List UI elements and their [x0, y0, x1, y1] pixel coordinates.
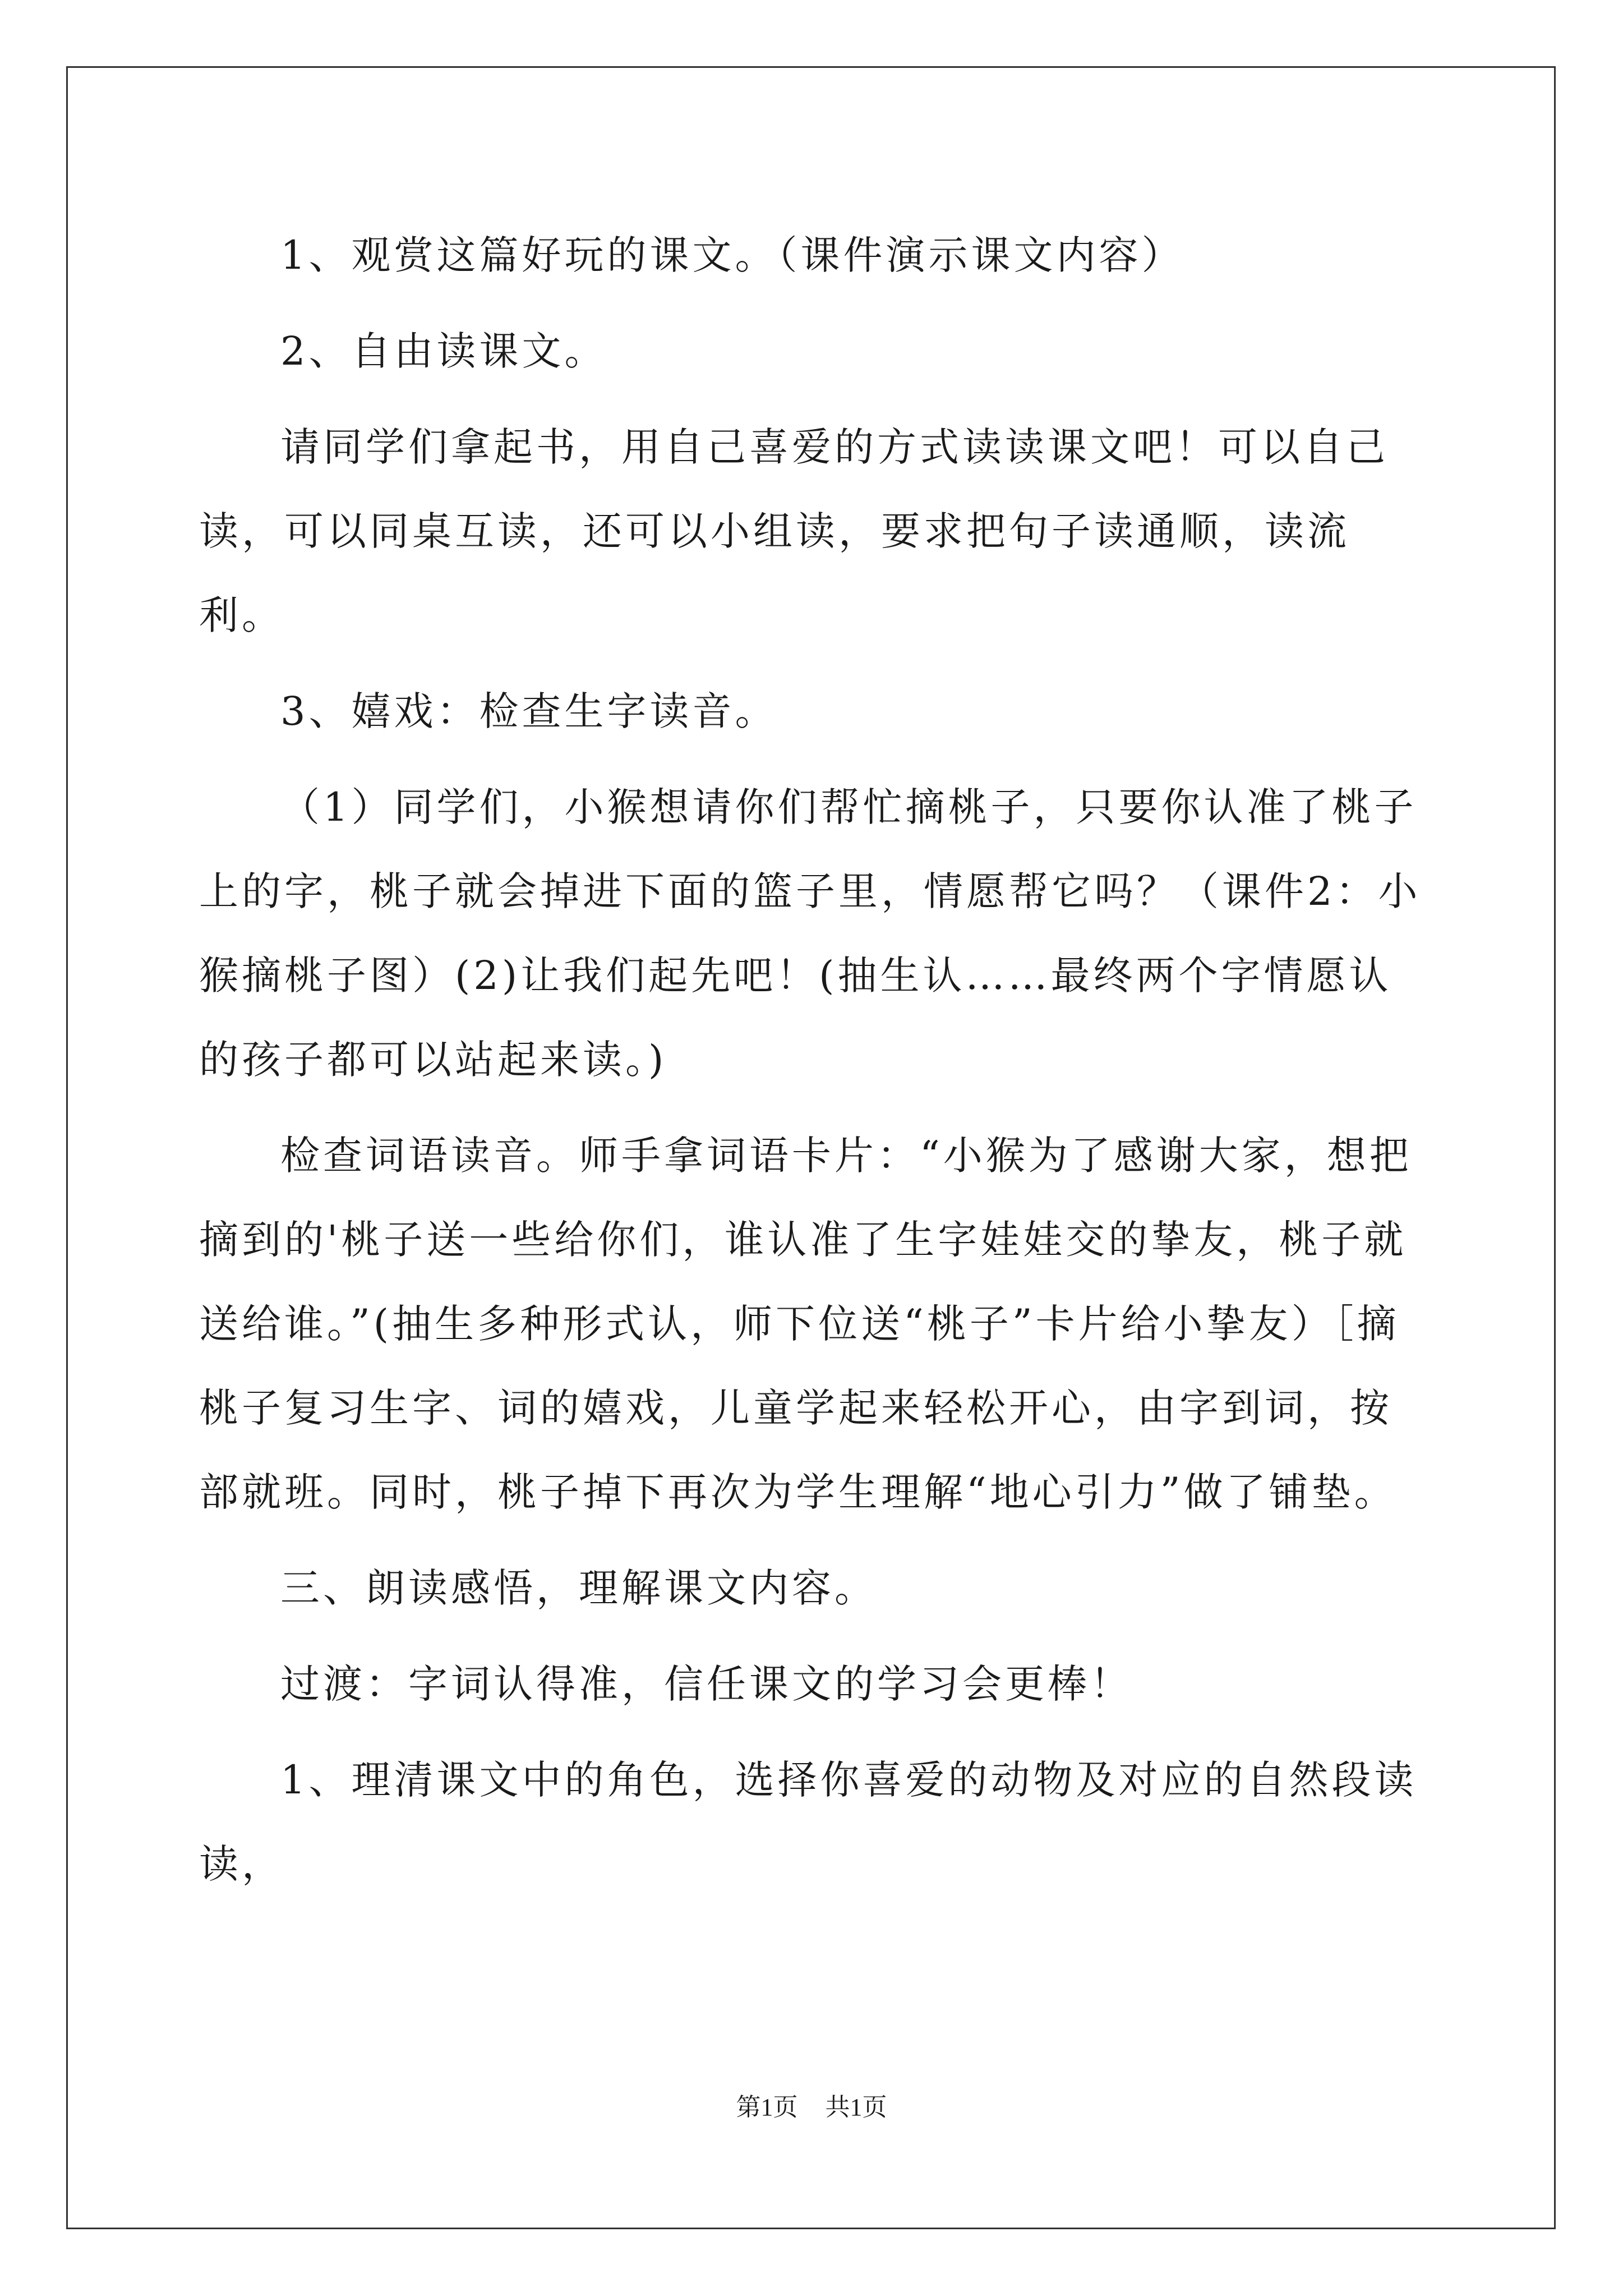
page-total: 共1页	[825, 2093, 887, 2121]
paragraph-3: 请同学们拿起书，用自己喜爱的方式读读课文吧！可以自己读，可以同桌互读，还可以小组读，要求把句子读通顺，读流利。	[199, 424, 1389, 638]
paragraph-4: 3、嬉戏：检查生字读音。	[280, 688, 778, 734]
page-number: 第1页	[736, 2093, 798, 2121]
document-body	[199, 213, 1427, 1918]
paragraph-9: 1、理清课文中的角色，选择你喜爱的动物及对应的自然段读读，	[199, 1757, 1417, 1887]
paragraph-2: 2、自由读课文。	[280, 328, 607, 374]
page-footer	[0, 2087, 1623, 2123]
paragraph-6: 检查词语读音。师手拿词语卡片：“小猴为了感谢大家，想把摘到的'桃子送一些给你们，谁认准了生字娃娃交的挚友，桃子就送给谁。”(抽生多种形式认，师下位送“桃子”卡片给小挚友）［摘桃子复习生字、词的嬉戏，儿童学起来轻松开心，由字到词，按部就班。同时，桃子掉下再次为学生理解“地心引力”做了铺垫。	[199, 1133, 1412, 1515]
paragraph-7: 三、朗读感悟，理解课文内容。	[280, 1565, 877, 1611]
paragraph-8: 过渡：字词认得准，信任课文的学习会更棒！	[280, 1661, 1133, 1707]
paragraph-1: 1、观赏这篇好玩的课文。（课件演示课文内容）	[280, 232, 1184, 278]
paragraph-5: （1）同学们，小猴想请你们帮忙摘桃子，只要你认准了桃子上的字，桃子就会掉进下面的篮子里，情愿帮它吗？（课件2：小猴摘桃子图）(2)让我们起先吧！(抽生认……最终两个字情愿认的孩子都可以站起来读。)	[199, 784, 1421, 1083]
